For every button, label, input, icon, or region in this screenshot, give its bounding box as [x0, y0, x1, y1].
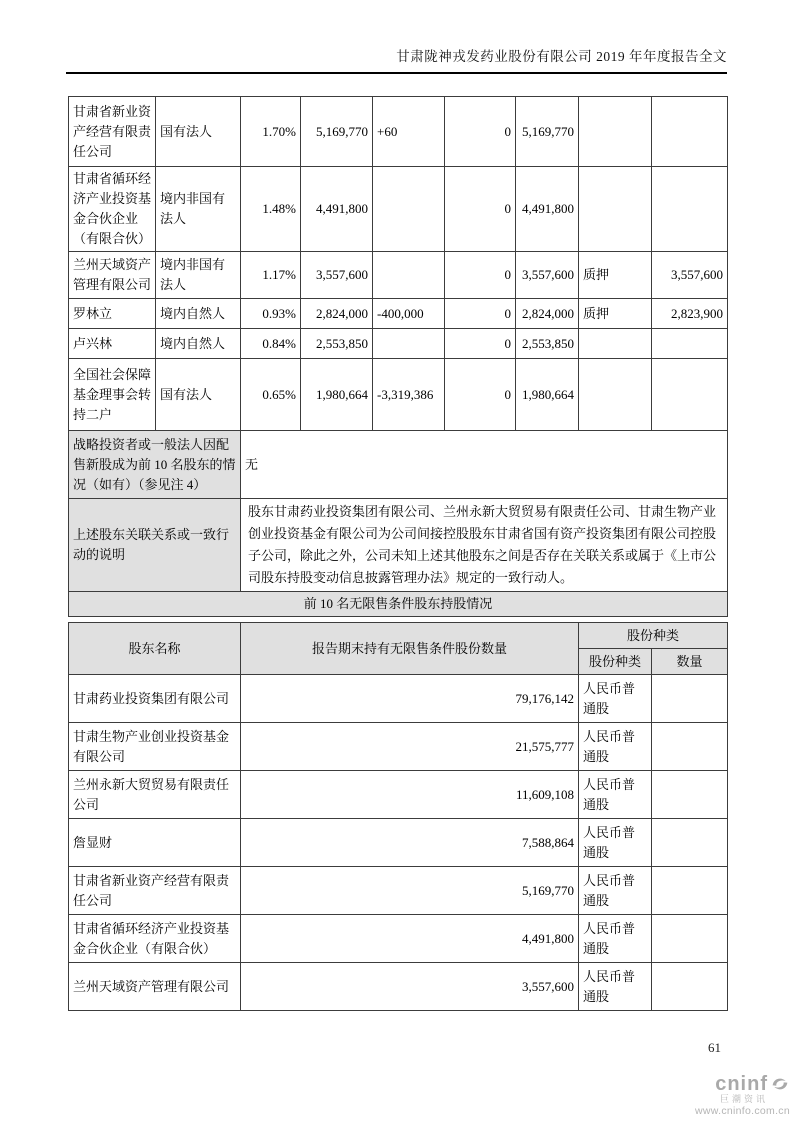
- cell-unrestricted-qty: 21,575,777: [241, 723, 579, 771]
- table-row: [69, 819, 728, 867]
- cell-pledge-status: 质押: [579, 299, 652, 329]
- top-shareholders-table: [68, 96, 728, 617]
- cell-pledge-qty: 3,557,600: [652, 252, 728, 299]
- cell-change: -400,000: [373, 299, 445, 329]
- table-row: [69, 299, 728, 329]
- strategic-investor-row: [69, 431, 728, 499]
- cell-change: [373, 167, 445, 252]
- section-title: 前 10 名无限售条件股东持股情况: [69, 592, 728, 617]
- section-title-row: [69, 592, 728, 617]
- cell-ratio: 0.84%: [241, 329, 301, 359]
- col-header-shareholder-name: 股东名称: [69, 623, 241, 675]
- cell-shareholder-name: 全国社会保障基金理事会转持二户: [69, 359, 156, 431]
- cell-shareholder-nature: 境内非国有法人: [156, 252, 241, 299]
- cell-shareholder-nature: 境内自然人: [156, 299, 241, 329]
- cell-shareholder-name: 兰州永新大贸贸易有限责任公司: [69, 771, 241, 819]
- cell-qty: 4,491,800: [301, 167, 373, 252]
- cell-ratio: 1.17%: [241, 252, 301, 299]
- cell-unrestricted-qty: 3,557,600: [241, 963, 579, 1011]
- col-header-count: 数量: [652, 649, 728, 675]
- cell-pledge-qty: [652, 97, 728, 167]
- cell-shareholder-name: 甘肃药业投资集团有限公司: [69, 675, 241, 723]
- cell-ratio: 1.48%: [241, 167, 301, 252]
- table-row: [69, 167, 728, 252]
- cell-change: -3,319,386: [373, 359, 445, 431]
- cell-shareholder-name: 甘肃省循环经济产业投资基金合伙企业（有限合伙）: [69, 915, 241, 963]
- cell-shareholder-name: 卢兴林: [69, 329, 156, 359]
- cell-pledge-qty: 2,823,900: [652, 299, 728, 329]
- unrestricted-shareholders-table: [68, 622, 728, 1011]
- cell-shareholder-name: 甘肃生物产业创业投资基金有限公司: [69, 723, 241, 771]
- cell-shareholder-name: 甘肃省新业资产经营有限责任公司: [69, 867, 241, 915]
- strategic-investor-value: 无: [241, 431, 728, 499]
- cell-pledge-qty: [652, 359, 728, 431]
- table-row: [69, 867, 728, 915]
- page-number: 61: [708, 1040, 721, 1055]
- cell-unrestricted: 3,557,600: [516, 252, 579, 299]
- cell-count: [652, 867, 728, 915]
- cell-shareholder-nature: 国有法人: [156, 359, 241, 431]
- cell-pledge-status: [579, 167, 652, 252]
- cell-ratio: 0.65%: [241, 359, 301, 431]
- cell-unrestricted-qty: 5,169,770: [241, 867, 579, 915]
- cell-qty: 2,553,850: [301, 329, 373, 359]
- table-row: [69, 963, 728, 1011]
- cell-restricted: 0: [445, 252, 516, 299]
- cninfo-chinese-name: 巨潮资讯: [719, 1094, 768, 1104]
- table-row: [69, 771, 728, 819]
- cell-share-class: 人民币普通股: [579, 675, 652, 723]
- cell-restricted: 0: [445, 329, 516, 359]
- cell-unrestricted: 2,824,000: [516, 299, 579, 329]
- cell-unrestricted-qty: 4,491,800: [241, 915, 579, 963]
- cell-shareholder-nature: 境内自然人: [156, 329, 241, 359]
- cell-change: [373, 252, 445, 299]
- cell-restricted: 0: [445, 167, 516, 252]
- cell-pledge-qty: [652, 167, 728, 252]
- cell-count: [652, 963, 728, 1011]
- cell-share-class: 人民币普通股: [579, 867, 652, 915]
- cell-pledge-status: [579, 359, 652, 431]
- col-header-share-class: 股份种类: [579, 649, 652, 675]
- cell-shareholder-name: 詹显财: [69, 819, 241, 867]
- cell-change: +60: [373, 97, 445, 167]
- page-content: [68, 96, 728, 1011]
- table-row: [69, 97, 728, 167]
- cell-shareholder-name: 兰州天域资产管理有限公司: [69, 963, 241, 1011]
- cell-unrestricted-qty: 7,588,864: [241, 819, 579, 867]
- table-row: [69, 723, 728, 771]
- relation-note-label: 上述股东关联关系或一致行动的说明: [69, 499, 241, 592]
- cell-ratio: 0.93%: [241, 299, 301, 329]
- cell-shareholder-nature: 境内非国有法人: [156, 167, 241, 252]
- cell-shareholder-name: 罗林立: [69, 299, 156, 329]
- cell-shareholder-name: 甘肃省新业资产经营有限责任公司: [69, 97, 156, 167]
- cell-share-class: 人民币普通股: [579, 723, 652, 771]
- table-row: [69, 915, 728, 963]
- cell-qty: 1,980,664: [301, 359, 373, 431]
- cell-unrestricted-qty: 79,176,142: [241, 675, 579, 723]
- cell-count: [652, 675, 728, 723]
- cell-ratio: 1.70%: [241, 97, 301, 167]
- cell-shareholder-name: 甘肃省循环经济产业投资基金合伙企业（有限合伙）: [69, 167, 156, 252]
- cell-count: [652, 819, 728, 867]
- cell-restricted: 0: [445, 299, 516, 329]
- cell-change: [373, 329, 445, 359]
- cell-qty: 5,169,770: [301, 97, 373, 167]
- cell-unrestricted: 5,169,770: [516, 97, 579, 167]
- cell-count: [652, 723, 728, 771]
- cninfo-brand-text: cninf: [715, 1073, 768, 1095]
- col-header-unrestricted-qty: 报告期末持有无限售条件股份数量: [241, 623, 579, 675]
- cninfo-watermark: [630, 1074, 790, 1117]
- cell-pledge-status: [579, 329, 652, 359]
- cninfo-swirl-icon: [770, 1074, 790, 1094]
- cell-qty: 3,557,600: [301, 252, 373, 299]
- relation-note-row: [69, 499, 728, 592]
- cell-shareholder-name: 兰州天域资产管理有限公司: [69, 252, 156, 299]
- cell-count: [652, 915, 728, 963]
- cell-share-class: 人民币普通股: [579, 963, 652, 1011]
- table-row: [69, 675, 728, 723]
- col-header-share-class-group: 股份种类: [579, 623, 728, 649]
- table-row: [69, 329, 728, 359]
- cell-pledge-qty: [652, 329, 728, 359]
- cell-restricted: 0: [445, 359, 516, 431]
- cell-shareholder-nature: 国有法人: [156, 97, 241, 167]
- cell-share-class: 人民币普通股: [579, 915, 652, 963]
- cell-unrestricted: 4,491,800: [516, 167, 579, 252]
- cell-share-class: 人民币普通股: [579, 771, 652, 819]
- cell-count: [652, 771, 728, 819]
- cell-restricted: 0: [445, 97, 516, 167]
- header-rule: [66, 72, 727, 74]
- cell-unrestricted-qty: 11,609,108: [241, 771, 579, 819]
- cell-pledge-status: [579, 97, 652, 167]
- cell-pledge-status: 质押: [579, 252, 652, 299]
- cell-unrestricted: 2,553,850: [516, 329, 579, 359]
- table-row: [69, 252, 728, 299]
- cninfo-url: www.cninfo.com.cn: [695, 1105, 790, 1117]
- page-header-title: 甘肃陇神戎发药业股份有限公司 2019 年年度报告全文: [396, 49, 727, 64]
- cell-qty: 2,824,000: [301, 299, 373, 329]
- relation-note-value: 股东甘肃药业投资集团有限公司、兰州永新大贸贸易有限责任公司、甘肃生物产业创业投资基金有限公司为公司间接控股股东甘肃省国有资产投资集团有限公司控股子公司，除此之外，公司未知上述其他股东之间是否存在关联关系或属于《上市公司股东持股变动信息披露管理办法》规定的一致行动人。: [241, 499, 728, 592]
- table-header-row: [69, 623, 728, 649]
- cell-share-class: 人民币普通股: [579, 819, 652, 867]
- table-row: [69, 359, 728, 431]
- strategic-investor-label: 战略投资者或一般法人因配售新股成为前 10 名股东的情况（如有）（参见注 4）: [69, 431, 241, 499]
- cell-unrestricted: 1,980,664: [516, 359, 579, 431]
